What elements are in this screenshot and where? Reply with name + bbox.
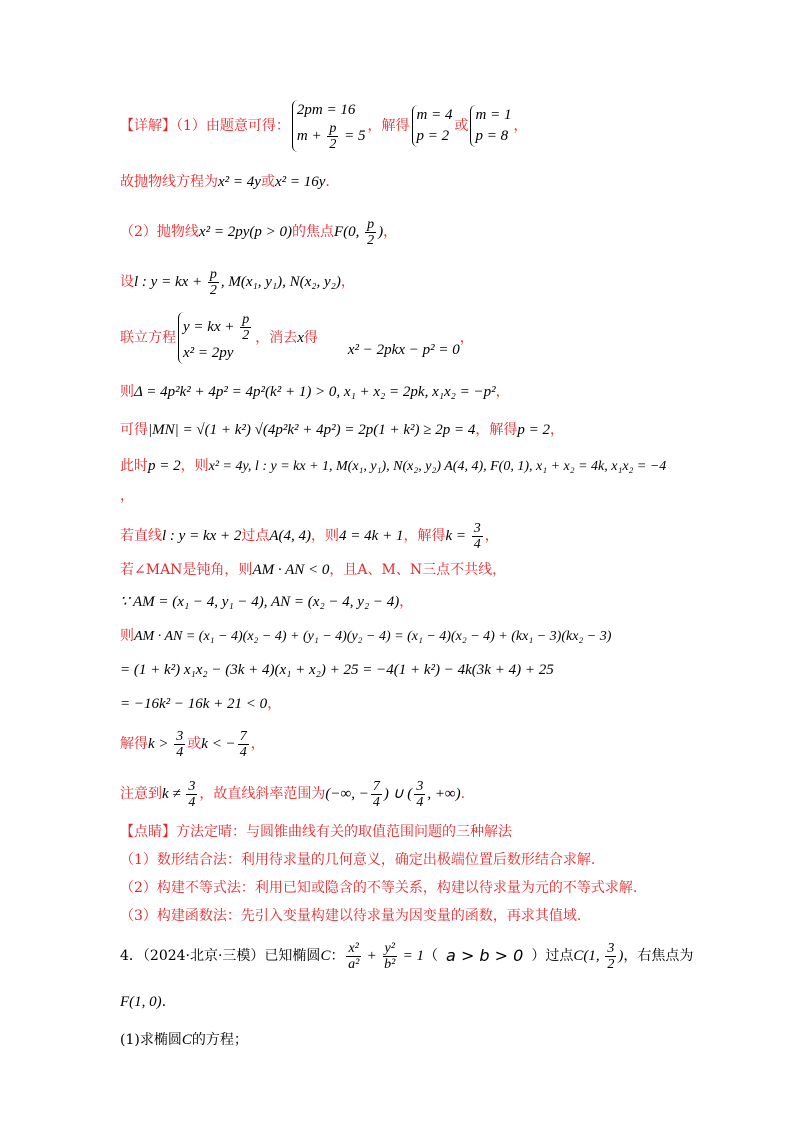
- obtuse-angle-condition: 若∠MAN是钝角，则AM · AN < 0，且A、M、N三点不共线，: [120, 562, 507, 578]
- line-definition: 设 l : y = kx + $\frac{p}{2}$ , M(x₁, y₁), N(x₂, y₂) ，: [120, 266, 355, 298]
- chord-length-line: 可得|MN| = √(1 + k²) √(4p²k² + 4p²) = 2p(1 + k²) ≥ 2p = 4，解得p = 2，: [120, 422, 564, 438]
- solution-set-2: m = 1 p = 8: [470, 105, 511, 147]
- question-4-cont: F(1, 0).: [120, 994, 167, 1010]
- remark-title: 【点睛】方法定晴：与圆锥曲线有关的取值范围问题的三种解法: [120, 824, 512, 840]
- substitution-line-cont: ，: [120, 488, 134, 504]
- dot-product-line: 则AM · AN = (x₁ − 4)(x₂ − 4) + (y₁ − 4)(y₂ − 4) = (x₁ − 4)(x₂ − 4) + (kx₁ − 3)(kx₂ − 3): [120, 628, 612, 644]
- simultaneous-equations: 联立方程 y = kx + $\frac{p}{2}$ x² = 2py ，消去 x 得 x² − 2pkx − p² = 0 ，: [120, 310, 474, 366]
- remark-method-1: （1）数形结合法：利用待求量的几何意义，确定出极端位置后数形结合求解.: [120, 852, 596, 868]
- remark-method-2: （2）构建不等式法：利用已知或隐含的不等关系，构建以待求量为元的不等式求解.: [120, 880, 638, 896]
- discriminant-line: 则Δ = 4p²k² + 4p² = 4p²(k² + 1) > 0, x₁ + x₂ = 2pk, x₁x₂ = −p²，: [120, 384, 510, 400]
- question-4-part-1: (1)求椭圆C的方程；: [120, 1032, 248, 1048]
- solution-step-1: 【详解】（1）由题意可得： 2pm = 16 m + $\frac{p}{2}$ = 5 ，解得 m = 4 p = 2 或 m = 1 p = 8 ，: [120, 102, 528, 152]
- question-4: 4．（2024·北京·三模）已知椭圆 C ： $\frac{\text{x²}}{\text{a²}}$ + $\frac{\text{y²}}{\text{b²}}$ = 1 （ a > b > 0 ）过点 C(1, $\frac{3}{2}$ ) ，右焦点为: [120, 940, 694, 972]
- inequality-line: = −16k² − 16k + 21 < 0，: [120, 696, 282, 712]
- solution-range-line: 解得 k > $\frac{3}{4}$ 或 k < − $\frac{7}{4}$ ，: [120, 728, 265, 760]
- solution-set-1: m = 4 p = 2: [412, 105, 453, 147]
- detail-label: 【详解】（1）由题意可得：: [120, 118, 290, 134]
- line-through-point: 若直线 l : y = kx + 2 过点 A(4, 4) ，则 4 = 4k + 1 ，解得 k = $\frac{3}{4}$ ，: [120, 520, 499, 552]
- expansion-line: = (1 + k²) x₁x₂ − (3k + 4)(x₁ + x₂) + 25 = −4(1 + k²) − 4k(3k + 4) + 25: [120, 662, 554, 678]
- remark-method-3: （3）构建函数法：先引入变量构建以待求量为因变量的函数，再求其值域.: [120, 908, 582, 924]
- equation-system: 2pm = 16 m + $\frac{p}{2}$ = 5: [292, 100, 366, 152]
- parabola-equation-line: 故抛物线方程为x² = 4y或x² = 16y.: [120, 174, 330, 190]
- focus-line: （2）抛物线 x² = 2py(p > 0) 的焦点 F(0, $\frac{p}{2}$ ) ，: [120, 216, 398, 248]
- vector-definition: ∵ AM = (x₁ − 4, y₁ − 4), AN = (x₂ − 4, y₂ − 4)，: [120, 594, 414, 610]
- final-answer-line: 注意到 k ≠ $\frac{3}{4}$ ，故直线斜率范围为 (−∞, − $\frac{7}{4}$ ) ∪ ( $\frac{3}{4}$ , +∞) .: [120, 778, 466, 810]
- substitution-line: 此时p = 2，则x² = 4y, l : y = kx + 1, M(x₁, y₁), N(x₂, y₂) A(4, 4), F(0, 1), x₁ + x₂ = 4k, x₁x₂ = −4: [120, 458, 667, 474]
